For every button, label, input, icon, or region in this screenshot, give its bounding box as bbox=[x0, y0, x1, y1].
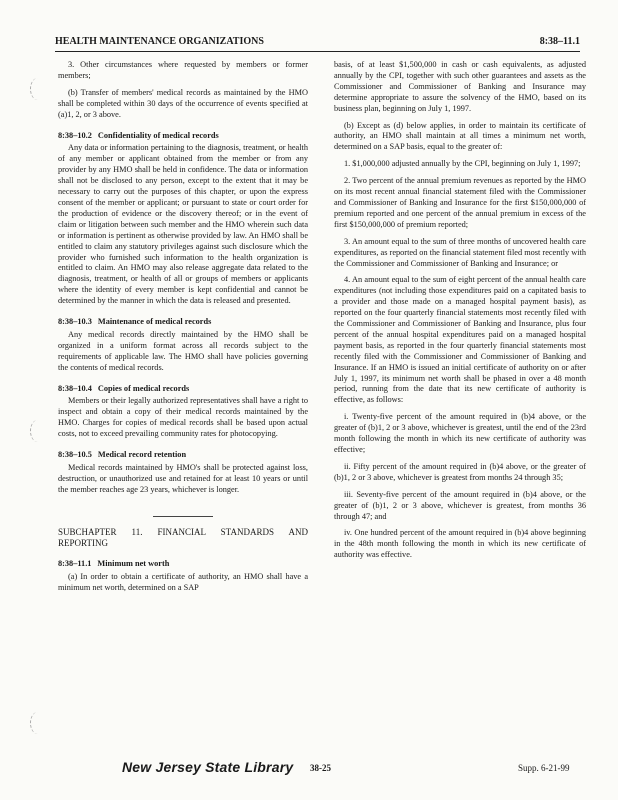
sub-list-item: ii. Fifty percent of the amount required in (b)4 above, or the greater of (b)1, 2 or 3 above, whichever is greatest from months 24 through 35; bbox=[334, 461, 586, 482]
supplement-date: Supp. 6-21-99 bbox=[518, 763, 570, 773]
list-item: 1. $1,000,000 adjusted annually by the CPI, beginning on July 1, 1997; bbox=[344, 159, 581, 169]
section-heading bbox=[58, 317, 308, 328]
section-title: Medical record retention bbox=[97, 450, 187, 460]
section-body: Members or their legally authorized representatives shall have a right to inspect and obtain a copy of their medical records maintained by the HMO. Charges for copies of medical records shall be based upon actual costs, not to exceed prevailing community rates for photocopying. bbox=[58, 396, 308, 439]
section-title: Confidentiality of medical records bbox=[97, 130, 219, 140]
sub-list-item: iii. Seventy-five percent of the amount required in (b)4 above, or the greater of (b)1, 2 or 3 above, whichever is greatest, from months 36 through 47; and bbox=[334, 489, 586, 521]
paragraph: basis, of at least $1,500,000 in cash or cash equivalents, as adjusted annually by the CPI, together with such other guarantees and assets as the Commissioner and Commissioner of Banking and Insurance may determine appropriate to assure the solvency of the HMO, based on its business plan, beginning on July 1, 1997. bbox=[334, 60, 586, 113]
section-body: (a) In order to obtain a certificate of authority, an HMO shall have a minimum net worth, determined on a SAP bbox=[58, 571, 308, 592]
section-number: 8:38–10.5 bbox=[58, 450, 92, 460]
punch-hole-mark bbox=[30, 712, 45, 734]
section-body: Medical records maintained by HMO's shall be protected against loss, destruction, or unauthorized use and retained for at least 10 years or until the member reaches age 23 years, whichever is longer. bbox=[58, 463, 308, 494]
list-item: 4. An amount equal to the sum of eight percent of the annual health care expenditures (not including those expenditures paid on a capitated basis to a provider and those made on a managed hospital payment basis), as reported on the four quarterly financial statements most recently filed with the Commissioner and Commissioner of Banking and Insurance, plus four percent of the annual hospital expenditures paid on a managed hospital payment basis, as reported in the four quarterly financial statements most recently filed with the Commissioner and Commissioner of Banking and Insurance. If an HMO is issued an initial certificate of authority on or after July 1, 1997, its minimum net worth shall be phased in over a 48 month period, running from the date that its new certificate of authority is effective, as follows: bbox=[334, 275, 586, 405]
sub-list-item: i. Twenty-five percent of the amount required in (b)4 above, or the greater of (b)1, 2 or 3 above, whichever is greatest, until the end of the 23rd month following the month in which its new certificate of authority was effective; bbox=[334, 412, 586, 454]
section-number: 8:38–11.1 bbox=[58, 558, 92, 568]
library-stamp: New Jersey State Library bbox=[122, 759, 294, 775]
subchapter-heading: SUBCHAPTER 11. FINANCIAL STANDARDS AND REPORTING bbox=[58, 526, 308, 548]
paragraph: 3. Other circumstances where requested by members or former members; bbox=[58, 60, 308, 80]
section-number: 8:38–10.2 bbox=[58, 130, 92, 140]
page-number: 38-25 bbox=[310, 763, 331, 773]
section-number: 8:38–10.3 bbox=[58, 317, 92, 327]
punch-hole-mark bbox=[30, 420, 45, 442]
section-title: Maintenance of medical records bbox=[97, 317, 212, 327]
section-heading bbox=[58, 384, 308, 395]
running-header bbox=[55, 36, 580, 52]
section-body: Any data or information pertaining to the diagnosis, treatment, or health of any member or applicant obtained from the member or from any provider by any HMO shall be held in confidence. The data or information shall not be disclosed to any person, except to the extent that it may be necessary to carry out the purposes of this chapter, or upon the express consent of the member or applicant; or pursuant to state or court order for the production of evidence or the discovery thereof; or in the event of claim or litigation between such member and the HMO wherein such data or information is pertinent as otherwise provided by law. An HMO shall be entitled to claim any statutory privileges against such disclosure which the provider who furnished such information to the health organization is entitled to claim. An HMO may also release aggregate data related to the diagnosis, treatment, or health of all or groups of members or applicants where the identity of every member is kept confidential and cannot be determined by the manner in which the data is released and presented. bbox=[58, 143, 308, 306]
right-column bbox=[334, 60, 586, 567]
header-title: HEALTH MAINTENANCE ORGANIZATIONS bbox=[55, 36, 264, 47]
divider bbox=[153, 516, 213, 517]
header-section-number: 8:38–11.1 bbox=[539, 36, 580, 47]
list-item: 3. An amount equal to the sum of three months of uncovered health care expenditures, as reported on the financial statement filed most recently with the Commissioner and Commissioner of Banking and Insurance; or bbox=[334, 236, 586, 268]
paragraph: (b) Except as (d) below applies, in order to maintain its certificate of authority, an HMO shall maintain at all times a minimum net worth, determined on a SAP basis, equal to the greater of: bbox=[334, 120, 586, 152]
section-body: Any medical records directly maintained by the HMO shall be organized in a uniform format across all records subject to the requirements of applicable law. The HMO shall have policies governing the contents of medical records. bbox=[58, 329, 308, 372]
section-heading bbox=[58, 131, 308, 142]
left-column bbox=[58, 60, 308, 599]
section-title: Copies of medical records bbox=[97, 383, 190, 393]
section-heading bbox=[58, 450, 308, 461]
section-heading bbox=[58, 559, 308, 570]
punch-hole-mark bbox=[30, 78, 45, 100]
section-number: 8:38–10.4 bbox=[58, 383, 92, 393]
sub-list-item: iv. One hundred percent of the amount required in (b)4 above beginning in the 48th month following the month in which its new certificate of authority was effective. bbox=[334, 528, 586, 560]
list-item: 2. Two percent of the annual premium revenues as reported by the HMO on its most recent annual financial statement filed with the Commissioner and Commissioner of Banking and Insurance for the first $150,000,000 of premium reported and one percent of the annual premium in excess of the first $150,000,000 of premium reported; bbox=[334, 176, 586, 229]
paragraph: (b) Transfer of members' medical records as maintained by the HMO shall be completed within 30 days of the occurrence of events specified at (a)1, 2, or 3 above. bbox=[58, 87, 308, 119]
section-title: Minimum net worth bbox=[97, 558, 170, 568]
